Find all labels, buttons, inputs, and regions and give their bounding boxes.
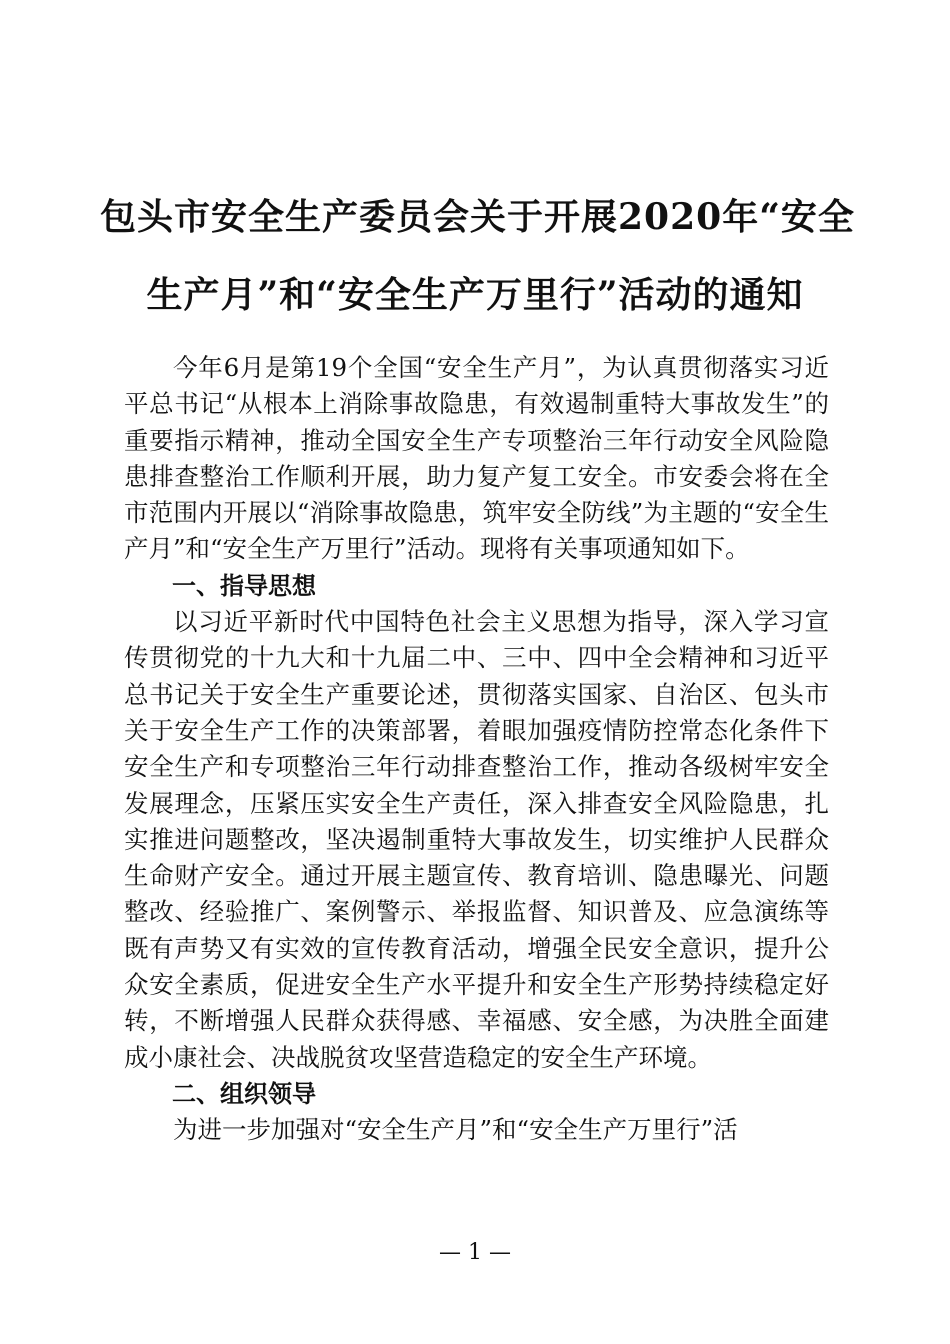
title-line-2: 生产月”和“安全生产万里行”活动的通知 <box>146 274 804 316</box>
document-body <box>124 350 829 1149</box>
title-line-1: 包头市安全生产委员会关于开展2020年“安全 <box>100 196 855 238</box>
section-heading-organization: 二、组织领导 <box>172 1079 316 1108</box>
intro-paragraph: 今年6月是第19个全国“安全生产月”，为认真贯彻落实习近平总书记“从根本上消除事故隐患，有效遏制重特大事故发生”的重要指示精神，推动全国安全生产专项整治三年行动安全风险隐患排查整治工作顺利开展，助力复产复工安全。市安委会将在全市范围内开展以“消除事故隐患，筑牢安全防线”为主题的“安全生产月”和“安全生产万里行”活动。现将有关事项通知如下。 <box>124 353 829 564</box>
page-number: — 1 — <box>439 1240 511 1265</box>
document-title <box>100 178 855 334</box>
organization-paragraph: 为进一步加强对“安全生产月”和“安全生产万里行”活 <box>173 1115 738 1145</box>
guiding-ideology-paragraph: 以习近平新时代中国特色社会主义思想为指导，深入学习宣传贯彻党的十九大和十九届二中、三中、四中全会精神和习近平总书记关于安全生产重要论述，贯彻落实国家、自治区、包头市关于安全生产工作的决策部署，着眼加强疫情防控常态化条件下安全生产和专项整治三年行动排查整治工作，推动各级树牢安全发展理念，压紧压实安全生产责任，深入排查安全风险隐患，扎实推进问题整改，坚决遏制重特大事故发生，切实维护人民群众生命财产安全。通过开展主题宣传、教育培训、隐患曝光、问题整改、经验推广、案例警示、举报监督、知识普及、应急演练等既有声势又有实效的宣传教育活动，增强全民安全意识，提升公众安全素质，促进安全生产水平提升和安全生产形势持续稳定好转，不断增强人民群众获得感、幸福感、安全感，为决胜全面建成小康社会、决战脱贫攻坚营造稳定的安全生产环境。 <box>124 607 829 1072</box>
section-heading-guiding-ideology: 一、指导思想 <box>172 571 316 600</box>
